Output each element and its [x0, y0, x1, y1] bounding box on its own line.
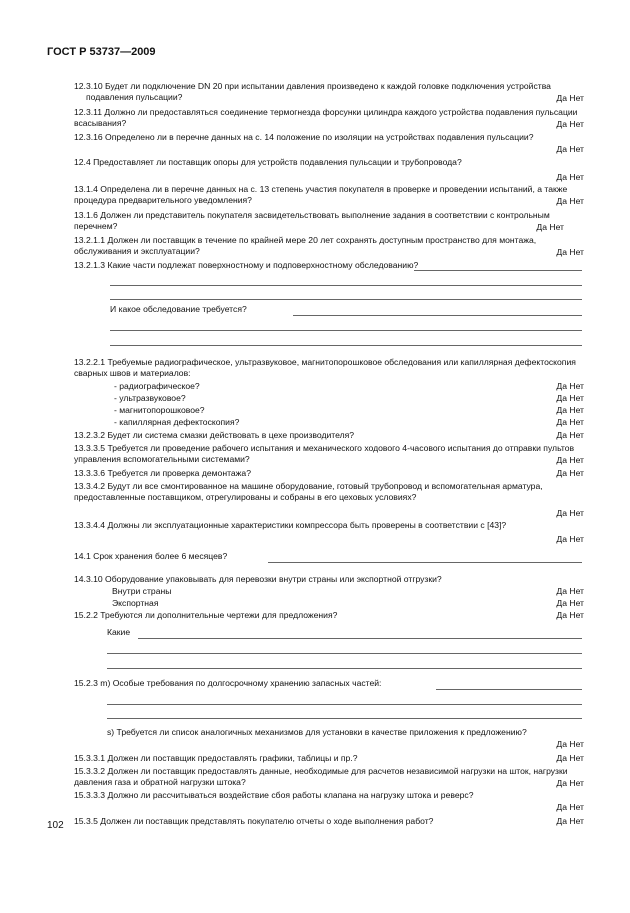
- question-text: 14.3.10 Оборудование упаковывать для перевозки внутри страны или экспортной отгрузки?: [74, 574, 442, 584]
- question-13-3-3-6: [74, 468, 584, 479]
- option-label: - магнитопорошковое?: [114, 405, 205, 415]
- question-13-2-2-1: [74, 357, 584, 380]
- question-15-2-2: [74, 610, 584, 621]
- answer-line[interactable]: [110, 330, 582, 331]
- yes-no-answer[interactable]: Да Нет: [552, 739, 584, 750]
- question-text: 13.2.1.3 Какие части подлежат поверхностному и подповерхностному обследованию?: [74, 260, 419, 270]
- yes-no-answer[interactable]: Да Нет: [552, 144, 584, 155]
- question-text: 13.2.2.1 Требуемые радиографическое, ультразвуковое, магнитопорошковое обследования или капиллярная дефектоскопия сварных швов и материалов:: [74, 357, 576, 379]
- question-text: И какое обследование требуется?: [110, 304, 247, 314]
- question-12-3-10: [74, 81, 584, 104]
- yes-no-answer[interactable]: Да Нет: [552, 816, 584, 827]
- option-label: - ультразвуковое?: [114, 393, 186, 403]
- question-text: 13.1.4 Определена ли в перечне данных на с. 13 степень участия покупателя в проверке и проведении испытаний, а также процедура предварительного уведомления?: [74, 184, 568, 206]
- question-text: 13.2.3.2 Будет ли система смазки действовать в цехе производителя?: [74, 430, 355, 440]
- question-text: 13.3.3.5 Требуется ли проведение рабочего испытания и механического ходового 4-часового испытания до отправки пультов управления вспомогательными системами?: [74, 443, 575, 465]
- document-header: ГОСТ Р 53737—2009: [47, 46, 156, 58]
- question-14-1: [74, 551, 584, 562]
- question-13-3-4-4: [74, 520, 584, 545]
- question-15-2-3-m: [74, 678, 584, 689]
- answer-line[interactable]: [138, 638, 582, 639]
- option-domestic: [112, 586, 584, 597]
- question-13-3-3-5: [74, 443, 584, 466]
- question-text: 15.3.5 Должен ли поставщик представлять покупателю отчеты о ходе выполнения работ?: [74, 816, 434, 826]
- question-13-1-4: [74, 184, 584, 207]
- question-13-1-6: [74, 210, 584, 233]
- yes-no-answer[interactable]: Да Нет: [552, 247, 584, 258]
- question-text: 13.3.4.2 Будут ли все смонтированное на машине оборудование, готовый трубопровод и вспомогательная арматура, предоставленные поставщиком, отрегулированы и собраны в его цеховых условиях?: [74, 481, 543, 503]
- yes-no-answer[interactable]: Да Нет: [552, 508, 584, 519]
- yes-no-answer[interactable]: Да Нет: [552, 417, 584, 428]
- answer-line[interactable]: [414, 270, 582, 271]
- yes-no-answer[interactable]: Да Нет: [552, 468, 584, 479]
- question-text: 13.3.3.6 Требуется ли проверка демонтажа?: [74, 468, 251, 478]
- answer-line[interactable]: [107, 704, 582, 705]
- question-text: 12.4 Предоставляет ли поставщик опоры для устройств подавления пульсации и трубопровода?: [74, 157, 462, 167]
- yes-no-answer[interactable]: Да Нет: [552, 610, 584, 621]
- question-12-3-11: [74, 107, 584, 130]
- question-text: 12.3.11 Должно ли предоставляться соединение термогнезда форсунки цилиндра каждого устройства подавления пульсации всасывания?: [74, 107, 578, 129]
- question-text: Какие: [107, 627, 131, 637]
- answer-line[interactable]: [107, 653, 582, 654]
- question-text: 12.3.10 Будет ли подключение DN 20 при испытании давления произведено к каждой головке подключения устройства подавления пульсации?: [74, 81, 551, 103]
- question-text: 13.3.4.4 Должны ли эксплуатационные характеристики компрессора быть проверены в соответствии с [43]?: [74, 520, 507, 530]
- question-exam-type: [110, 304, 310, 315]
- yes-no-answer[interactable]: Да Нет: [552, 455, 584, 466]
- option-magnetic-particle: [114, 405, 584, 416]
- yes-no-answer[interactable]: Да Нет: [552, 381, 584, 392]
- question-13-2-1-1: [74, 235, 584, 258]
- answer-line[interactable]: [110, 285, 582, 286]
- question-15-3-3-1: [74, 753, 584, 764]
- question-text: 15.3.3.2 Должен ли поставщик предоставлять данные, необходимые для расчетов независимой нагрузки на шток, нагрузки давления газа и обратной нагрузки штока?: [74, 766, 568, 788]
- answer-line[interactable]: [293, 315, 582, 316]
- question-12-4: [74, 157, 584, 183]
- option-radiographic: [114, 381, 584, 392]
- question-15-3-5: [74, 816, 584, 827]
- yes-no-answer[interactable]: Да Нет: [552, 405, 584, 416]
- question-text: 14.1 Срок хранения более 6 месяцев?: [74, 551, 228, 561]
- answer-line[interactable]: [107, 668, 582, 669]
- option-label: Экспортная: [112, 598, 159, 608]
- question-15-2-3-s: [107, 727, 584, 750]
- yes-no-answer[interactable]: Да Нет: [552, 196, 584, 207]
- option-penetrant: [114, 417, 584, 428]
- question-13-3-4-2: [74, 481, 584, 519]
- question-text: 15.2.3 m) Особые требования по долгосрочному хранению запасных частей:: [74, 678, 382, 688]
- which-label: [107, 627, 147, 638]
- yes-no-answer[interactable]: Да Нет: [552, 430, 584, 441]
- question-14-3-10: [74, 574, 584, 585]
- question-text: 15.2.2 Требуются ли дополнительные чертежи для предложения?: [74, 610, 338, 620]
- yes-no-answer[interactable]: Да Нет: [552, 393, 584, 404]
- yes-no-answer[interactable]: Да Нет: [552, 119, 584, 130]
- answer-line[interactable]: [110, 299, 582, 300]
- answer-line[interactable]: [110, 345, 582, 346]
- question-text: 15.3.3.1 Должен ли поставщик предоставлять графики, таблицы и пр.?: [74, 753, 358, 763]
- option-export: [112, 598, 584, 609]
- question-text: s) Требуется ли список аналогичных механизмов для установки в качестве приложения к предложению?: [107, 727, 527, 737]
- question-text: 13.2.1.1 Должен ли поставщик в течение по крайней мере 20 лет сохранять доступным пространство для монтажа, обслуживания и эксплуатации?: [74, 235, 537, 257]
- question-15-3-3-2: [74, 766, 584, 789]
- question-text: 15.3.3.3 Должно ли рассчитываться воздействие сбоя работы клапана на нагрузку штока и реверс?: [74, 790, 474, 800]
- yes-no-answer[interactable]: Да Нет: [552, 753, 584, 764]
- option-label: Внутри страны: [112, 586, 172, 596]
- yes-no-answer[interactable]: Да Нет: [532, 222, 564, 233]
- option-label: - радиографическое?: [114, 381, 200, 391]
- question-13-2-3-2: [74, 430, 584, 441]
- question-text: 13.1.6 Должен ли представитель покупателя засвидетельствовать выполнение задания в соответствии с контрольным перечнем?: [74, 210, 550, 232]
- yes-no-answer[interactable]: Да Нет: [552, 93, 584, 104]
- answer-line[interactable]: [107, 718, 582, 719]
- page-number: 102: [47, 820, 64, 831]
- answer-line[interactable]: [268, 562, 582, 563]
- yes-no-answer[interactable]: Да Нет: [552, 534, 584, 545]
- yes-no-answer[interactable]: Да Нет: [552, 172, 584, 183]
- yes-no-answer[interactable]: Да Нет: [552, 802, 584, 813]
- option-ultrasonic: [114, 393, 584, 404]
- yes-no-answer[interactable]: Да Нет: [552, 586, 584, 597]
- yes-no-answer[interactable]: Да Нет: [552, 778, 584, 789]
- question-text: 12.3.16 Определено ли в перечне данных на с. 14 положение по изоляции на устройствах подавления пульсации?: [74, 132, 534, 142]
- answer-line[interactable]: [436, 689, 582, 690]
- question-15-3-3-3: [74, 790, 584, 813]
- option-label: - капиллярная дефектоскопия?: [114, 417, 240, 427]
- yes-no-answer[interactable]: Да Нет: [552, 598, 584, 609]
- question-12-3-16: [74, 132, 584, 155]
